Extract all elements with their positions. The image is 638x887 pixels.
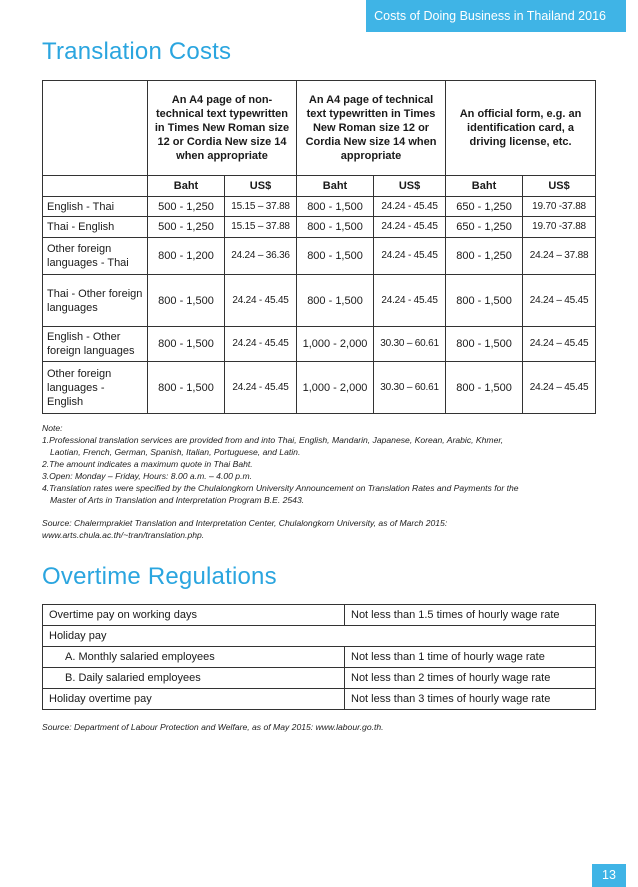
price-baht: 800 - 1,500 [297,217,374,238]
price-usd: 30.30 – 60.61 [374,327,446,362]
price-usd: 24.24 – 45.45 [523,327,596,362]
price-baht: 800 - 1,500 [148,327,225,362]
translation-source: Source: Chalermprakiet Translation and Interpretation Center, Chulalongkorn University, as of March 2015: [42,518,448,528]
currency-header: Baht [297,176,374,197]
language-pair: Thai - English [43,217,148,238]
language-pair: English - Other foreign languages [43,327,148,362]
overtime-label: Overtime pay on working days [43,605,345,626]
table-row [43,647,596,668]
overtime-label: A. Monthly salaried employees [43,647,345,668]
price-baht: 650 - 1,250 [446,217,523,238]
price-baht: 800 - 1,500 [148,362,225,414]
table-row [43,626,596,647]
language-pair: Other foreign languages - Thai [43,238,148,275]
price-usd: 24.24 – 36.36 [225,238,297,275]
table-row [43,196,596,217]
price-usd: 19.70 -37.88 [523,217,596,238]
table-row [43,362,596,414]
price-usd: 15.15 – 37.88 [225,196,297,217]
price-baht: 800 - 1,200 [148,238,225,275]
table-row [43,217,596,238]
table-row [43,327,596,362]
col-header-nontechnical: An A4 page of non-technical text typewritten in Times New Roman size 12 or Cordia New size 14 when appropriate [148,81,297,176]
translation-source-url: www.arts.chula.ac.th/~tran/translation.php. [42,530,205,540]
note-4-cont: Master of Arts in Translation and Interpretation Program B.E. 2543. [50,495,305,505]
header-band [366,0,626,32]
price-baht: 800 - 1,500 [446,327,523,362]
table-row [43,689,596,710]
price-usd: 24.24 - 45.45 [225,275,297,327]
price-baht: 800 - 1,500 [446,275,523,327]
table-row [43,605,596,626]
overtime-value: Not less than 1 time of hourly wage rate [345,647,596,668]
price-baht: 800 - 1,250 [446,238,523,275]
overtime-label: Holiday pay [43,626,596,647]
language-pair: Thai - Other foreign languages [43,275,148,327]
table-row [43,275,596,327]
price-baht: 800 - 1,500 [446,362,523,414]
price-baht: 500 - 1,250 [148,196,225,217]
currency-header: US$ [225,176,297,197]
price-usd: 24.24 - 45.45 [225,362,297,414]
price-usd: 24.24 - 45.45 [374,217,446,238]
col-header-technical: An A4 page of technical text typewritten in Times New Roman size 12 or Cordia New size 14 when appropriate [297,81,446,176]
overtime-regulations-title: Overtime Regulations [42,563,277,590]
overtime-value: Not less than 2 times of hourly wage rate [345,668,596,689]
language-pair: Other foreign languages - English [43,362,148,414]
price-baht: 800 - 1,500 [297,196,374,217]
overtime-value: Not less than 3 times of hourly wage rate [345,689,596,710]
price-usd: 24.24 - 45.45 [374,196,446,217]
note-4: 4.Translation rates were specified by the Chulalongkorn University Announcement on Translation Rates and Payments for the [42,483,519,493]
price-baht: 800 - 1,500 [297,238,374,275]
overtime-label: Holiday overtime pay [43,689,345,710]
corner-cell [43,81,148,176]
note-3: 3.Open: Monday – Friday, Hours: 8.00 a.m. – 4.00 p.m. [42,471,253,481]
corner-cell [43,176,148,197]
translation-costs-title: Translation Costs [42,38,232,65]
table-row [43,668,596,689]
currency-row [43,176,596,197]
currency-header: Baht [148,176,225,197]
price-usd: 24.24 – 45.45 [523,275,596,327]
language-pair: English - Thai [43,196,148,217]
currency-header: US$ [523,176,596,197]
note-1-cont: Laotian, French, German, Spanish, Italian, Portuguese, and Latin. [50,447,301,457]
table-row [43,238,596,275]
currency-header: US$ [374,176,446,197]
overtime-value: Not less than 1.5 times of hourly wage rate [345,605,596,626]
col-header-official-form: An official form, e.g. an identification card, a driving license, etc. [446,81,596,176]
header-title: Costs of Doing Business in Thailand 2016 [374,9,606,23]
overtime-label: B. Daily salaried employees [43,668,345,689]
price-usd: 19.70 -37.88 [523,196,596,217]
translation-costs-table [42,80,596,414]
price-baht: 800 - 1,500 [148,275,225,327]
price-baht: 1,000 - 2,000 [297,362,374,414]
price-usd: 24.24 - 45.45 [374,238,446,275]
overtime-table [42,604,596,710]
price-baht: 650 - 1,250 [446,196,523,217]
notes-label: Note: [42,423,63,433]
overtime-source: Source: Department of Labour Protection and Welfare, as of May 2015: www.labour.go.th. [42,722,384,732]
note-1: 1.Professional translation services are provided from and into Thai, English, Mandarin, Japanese, Korean, Arabic, Khmer, [42,435,504,445]
page-number: 13 [592,864,626,887]
price-usd: 24.24 – 37.88 [523,238,596,275]
translation-notes [42,422,602,541]
price-usd: 15.15 – 37.88 [225,217,297,238]
price-usd: 24.24 - 45.45 [374,275,446,327]
currency-header: Baht [446,176,523,197]
note-2: 2.The amount indicates a maximum quote in Thai Baht. [42,459,253,469]
price-baht: 1,000 - 2,000 [297,327,374,362]
price-usd: 24.24 - 45.45 [225,327,297,362]
table-header-row [43,81,596,176]
price-usd: 24.24 – 45.45 [523,362,596,414]
price-baht: 800 - 1,500 [297,275,374,327]
price-baht: 500 - 1,250 [148,217,225,238]
price-usd: 30.30 – 60.61 [374,362,446,414]
